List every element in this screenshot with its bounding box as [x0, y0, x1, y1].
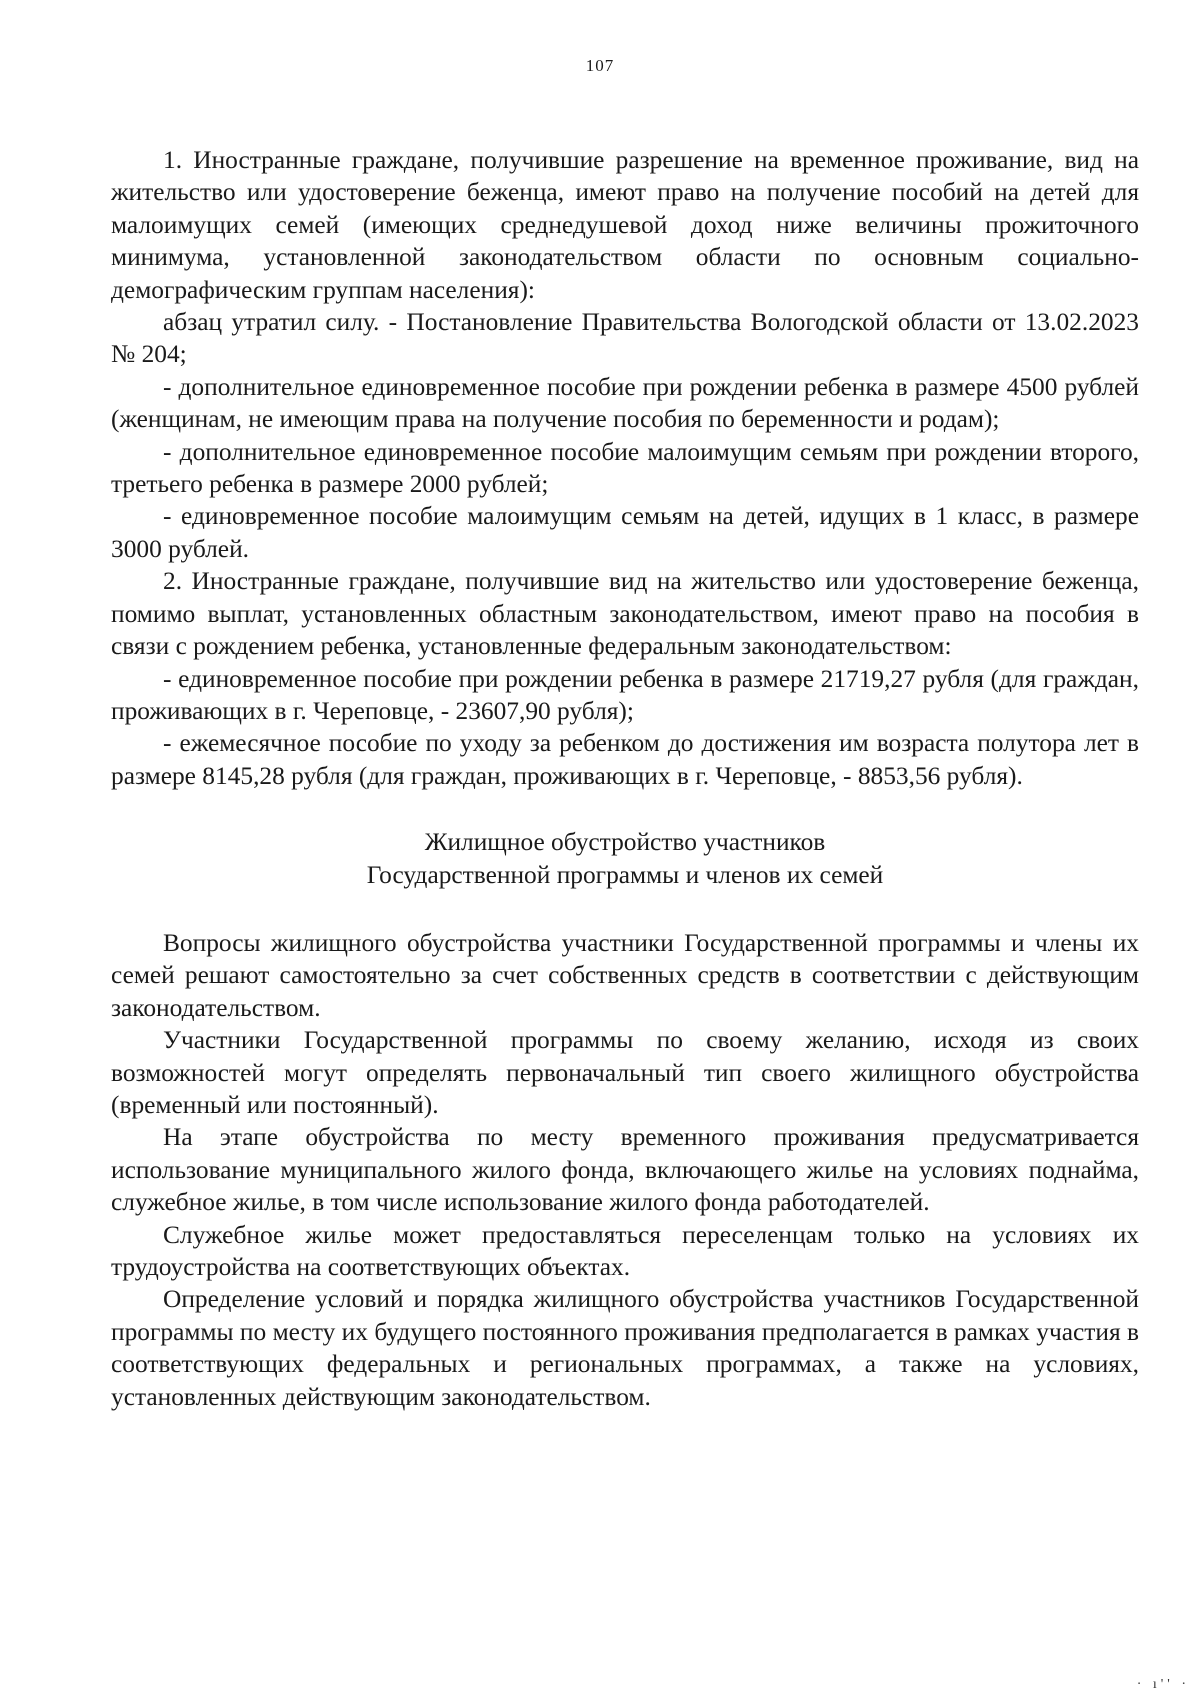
paragraph-housing-type: Участники Государственной программы по своему желанию, исходя из своих возможностей могут определять первоначальный тип своего жилищного обустройства (временный или постоянный).: [111, 1026, 1139, 1119]
page-number: 107: [585, 56, 615, 75]
scan-corner-marks: · ı'' ·: [1136, 1677, 1190, 1692]
section-heading: [111, 826, 1139, 891]
section-heading-line-1: Жилищное обустройство участников: [424, 828, 826, 857]
paragraph-birth-allowance: - дополнительное единовременное пособие при рождении ребенка в размере 4500 рублей (женщинам, не имеющим права на получение пособия по беременности и родам);: [111, 372, 1139, 434]
paragraph-repealed: абзац утратил силу. - Постановление Правительства Вологодской области от 13.02.2023 № 204;: [111, 308, 1139, 369]
paragraph-housing-questions: Вопросы жилищного обустройства участники Государственной программы и члены их семей решают самостоятельно за счет собственных средств в соответствии с действующим законодательством.: [111, 928, 1139, 1022]
paragraph-first-grade: - единовременное пособие малоимущим семьям на детей, идущих в 1 класс, в размере 3000 рублей.: [111, 502, 1139, 563]
paragraph-second-third-child: - дополнительное единовременное пособие малоимущим семьям при рождении второго, третьего ребенка в размере 2000 рублей;: [111, 437, 1139, 499]
paragraph-service-housing: Служебное жилье может предоставляться переселенцам только на условиях их трудоустройства на соответствующих объектах.: [111, 1220, 1139, 1281]
paragraph-permanent-housing: Определение условий и порядка жилищного обустройства участников Государственной программы по месту их будущего постоянного проживания предполагается в рамках участия в соответствующих федеральных и региональных программах, а также на условиях, установленных действующим законодательством.: [111, 1285, 1139, 1411]
paragraph-foreigners-temporary: 1. Иностранные граждане, получившие разрешение на временное проживание, вид на жительство или удостоверение беженца, имеют право на получение пособий на детей для малоимущих семей (имеющих среднедушевой доход ниже величины прожиточного минимума, установленной законодательством области по основным социально-демографическим группам населения):: [111, 146, 1139, 304]
paragraph-temporary-housing: На этапе обустройства по месту временного проживания предусматривается использование муниципального жилого фонда, включающего жилье на условиях поднайма, служебное жилье, в том числе использование жилого фонда работодателей.: [111, 1123, 1139, 1217]
section-heading-line-2: Государственной программы и членов их семей: [366, 860, 884, 889]
document-body: [111, 144, 1139, 1413]
paragraph-monthly-allowance: - ежемесячное пособие по уходу за ребенком до достижения им возраста полутора лет в размере 8145,28 рубля (для граждан, проживающих в г. Череповце, - 8853,56 рубля).: [111, 729, 1139, 790]
paragraph-federal-birth-allowance: - единовременное пособие при рождении ребенка в размере 21719,27 рубля (для граждан, проживающих в г. Череповце, - 23607,90 рубля);: [111, 664, 1139, 725]
paragraph-foreigners-residence: 2. Иностранные граждане, получившие вид на жительство или удостоверение беженца, помимо выплат, установленных областным законодательством, имеют право на пособия в связи с рождением ребенка, установленные федеральным законодательством:: [111, 567, 1139, 661]
